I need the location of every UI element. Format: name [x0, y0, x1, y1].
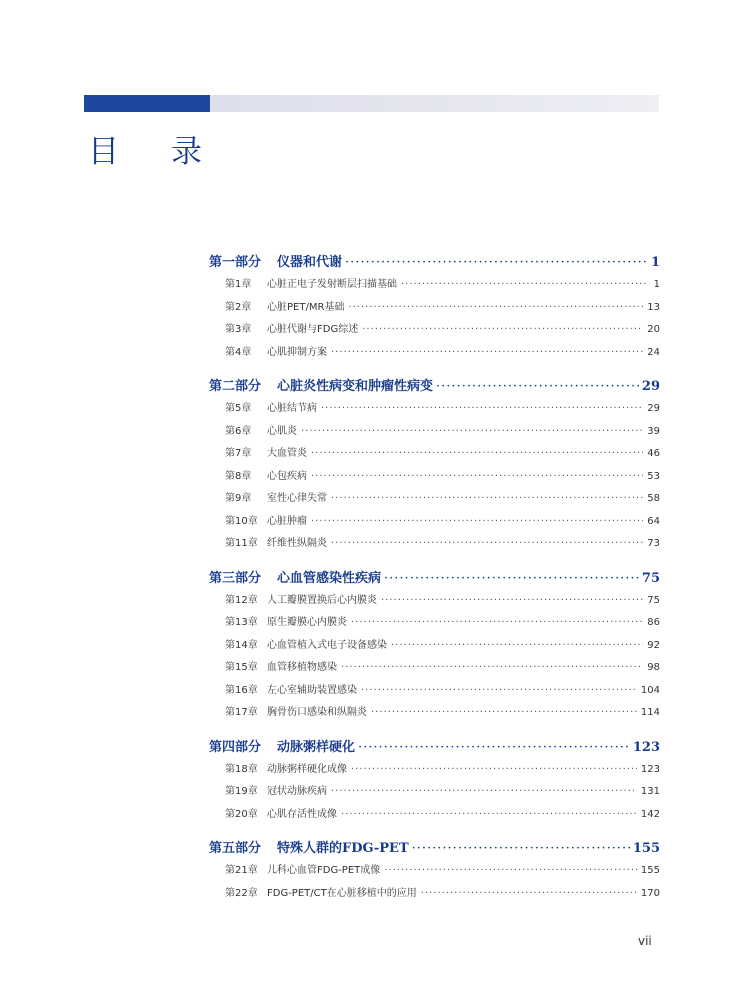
dot-leader [391, 635, 643, 658]
table-of-contents [209, 252, 660, 905]
chapter-title: 动脉粥样硬化成像 [267, 763, 347, 775]
part-title: 心脏炎性病变和肿瘤性病变 [277, 379, 434, 394]
chapter-number: 第3章 [225, 324, 252, 335]
chapter-title: 心肌抑制方案 [267, 346, 327, 358]
dot-leader [348, 297, 643, 320]
chapter-number: 第11章 [225, 538, 258, 549]
chapter-number: 第21章 [225, 865, 258, 876]
toc-chapter-entry[interactable] [225, 319, 660, 342]
chapter-number: 第15章 [225, 662, 258, 673]
toc-chapter-entry[interactable] [225, 533, 660, 556]
toc-chapter-entry[interactable] [225, 466, 660, 489]
chapter-title: 心血管植入式电子设备感染 [267, 639, 387, 651]
toc-chapter-entry[interactable] [225, 612, 660, 635]
toc-part-entry[interactable] [209, 568, 660, 590]
chapter-title: 心肌炎 [267, 425, 297, 437]
chapter-title: 人工瓣膜置换后心内膜炎 [267, 594, 377, 606]
chapter-title: 心脏正电子发射断层扫描基础 [267, 279, 397, 290]
dot-leader [358, 737, 630, 759]
dot-leader [331, 488, 643, 511]
chapter-page-number: 75 [647, 594, 660, 606]
chapter-page-number: 86 [647, 617, 660, 628]
dot-leader [331, 781, 637, 804]
toc-chapter-entry[interactable] [225, 297, 660, 320]
part-label: 第五部分 [209, 841, 262, 856]
chapter-number: 第5章 [225, 403, 252, 414]
dot-leader [351, 612, 643, 635]
toc-chapter-entry[interactable] [225, 657, 660, 680]
dot-leader [371, 702, 637, 725]
chapter-page-number: 24 [647, 346, 660, 358]
chapter-title: 冠状动脉疾病 [267, 786, 327, 797]
chapter-number: 第22章 [225, 887, 258, 899]
chapter-title: 心脏PET/MR基础 [267, 301, 345, 313]
chapter-title: 心脏肿瘤 [267, 515, 307, 527]
dot-leader [436, 376, 639, 398]
section-gap [209, 826, 660, 838]
toc-part-entry[interactable] [209, 376, 660, 398]
dot-leader [421, 883, 637, 906]
chapter-page-number: 142 [640, 808, 660, 820]
dot-leader [301, 421, 643, 444]
part-label: 第一部分 [209, 255, 262, 270]
chapter-number: 第17章 [225, 707, 258, 718]
chapter-title: 心包疾病 [267, 470, 307, 482]
dot-leader [351, 759, 637, 782]
toc-chapter-entry[interactable] [225, 635, 660, 658]
chapter-page-number: 73 [647, 538, 660, 549]
chapter-page-number: 46 [647, 448, 660, 459]
part-label: 第二部分 [209, 379, 262, 394]
toc-chapter-entry[interactable] [225, 702, 660, 725]
part-title: 动脉粥样硬化 [277, 739, 356, 755]
chapter-page-number: 131 [640, 786, 660, 797]
chapter-page-number: 155 [640, 865, 660, 876]
part-title: 仪器和代谢 [277, 255, 343, 270]
page-number: vii [638, 934, 652, 948]
toc-part-entry[interactable] [209, 838, 660, 860]
chapter-title: 大血管炎 [267, 448, 307, 459]
chapter-title: 血管移植物感染 [267, 662, 337, 673]
toc-chapter-entry[interactable] [225, 590, 660, 613]
part-page-number: 123 [632, 739, 660, 755]
dot-leader [345, 252, 648, 274]
dot-leader [331, 533, 643, 556]
chapter-page-number: 104 [640, 684, 660, 696]
section-gap [209, 364, 660, 376]
dot-leader [341, 804, 637, 827]
dot-leader [401, 274, 646, 297]
chapter-number: 第16章 [225, 684, 258, 696]
chapter-number: 第1章 [225, 279, 252, 290]
toc-chapter-entry[interactable] [225, 421, 660, 444]
toc-chapter-entry[interactable] [225, 398, 660, 421]
dot-leader [331, 342, 643, 365]
chapter-number: 第12章 [225, 594, 258, 606]
chapter-page-number: 64 [647, 515, 660, 527]
toc-chapter-entry[interactable] [225, 804, 660, 827]
toc-chapter-entry[interactable] [225, 342, 660, 365]
part-label: 第四部分 [209, 739, 262, 755]
toc-chapter-entry[interactable] [225, 883, 660, 906]
dot-leader [341, 657, 643, 680]
dot-leader [311, 511, 643, 534]
dot-leader [321, 398, 643, 421]
section-gap [209, 556, 660, 568]
toc-chapter-entry[interactable] [225, 511, 660, 534]
chapter-number: 第6章 [225, 425, 252, 437]
chapter-number: 第9章 [225, 493, 252, 504]
part-title: 心血管感染性疾病 [277, 570, 382, 586]
chapter-title: 胸骨伤口感染和纵隔炎 [267, 707, 367, 718]
toc-chapter-entry[interactable] [225, 781, 660, 804]
header-band-accent [84, 95, 210, 112]
dot-leader [384, 860, 637, 883]
chapter-number: 第10章 [225, 515, 258, 527]
dot-leader [381, 590, 643, 613]
toc-chapter-entry[interactable] [225, 274, 660, 297]
part-title: 特殊人群的FDG-PET [277, 841, 409, 856]
toc-chapter-entry[interactable] [225, 680, 660, 703]
section-gap [209, 725, 660, 737]
toc-chapter-entry[interactable] [225, 488, 660, 511]
dot-leader [311, 443, 643, 466]
chapter-page-number: 29 [647, 403, 660, 414]
part-label: 第三部分 [209, 570, 262, 586]
chapter-number: 第2章 [225, 301, 252, 313]
dot-leader [384, 568, 639, 590]
chapter-title: 室性心律失常 [267, 493, 327, 504]
chapter-title: 原生瓣膜心内膜炎 [267, 617, 347, 628]
header-band [84, 95, 659, 112]
chapter-number: 第8章 [225, 470, 252, 482]
chapter-number: 第4章 [225, 346, 252, 358]
page-title: 目录 [88, 134, 254, 170]
chapter-title: 纤维性纵隔炎 [267, 538, 327, 549]
toc-chapter-entry[interactable] [225, 443, 660, 466]
toc-chapter-entry[interactable] [225, 759, 660, 782]
chapter-title: 心脏结节病 [267, 403, 317, 414]
chapter-title: 儿科心血管FDG-PET成像 [267, 865, 381, 876]
chapter-page-number: 39 [647, 425, 660, 437]
chapter-number: 第18章 [225, 763, 258, 775]
chapter-page-number: 92 [647, 639, 660, 651]
chapter-number: 第14章 [225, 639, 258, 651]
chapter-page-number: 53 [647, 470, 660, 482]
chapter-number: 第13章 [225, 617, 258, 628]
dot-leader [362, 319, 643, 342]
chapter-page-number: 1 [653, 279, 660, 290]
toc-chapter-entry[interactable] [225, 860, 660, 883]
chapter-page-number: 58 [647, 493, 660, 504]
dot-leader [361, 680, 637, 703]
chapter-page-number: 123 [640, 763, 660, 775]
part-page-number: 75 [641, 570, 660, 586]
chapter-page-number: 114 [640, 707, 660, 718]
part-page-number: 29 [641, 379, 660, 394]
chapter-title: FDG-PET/CT在心脏移植中的应用 [267, 887, 417, 899]
chapter-number: 第20章 [225, 808, 258, 820]
chapter-page-number: 20 [647, 324, 660, 335]
chapter-number: 第7章 [225, 448, 252, 459]
chapter-number: 第19章 [225, 786, 258, 797]
chapter-title: 左心室辅助装置感染 [267, 684, 357, 696]
chapter-page-number: 13 [647, 301, 660, 313]
part-page-number: 155 [632, 841, 660, 856]
chapter-title: 心肌存活性成像 [267, 808, 337, 820]
dot-leader [311, 466, 643, 489]
chapter-page-number: 170 [640, 887, 660, 899]
toc-part-entry[interactable] [209, 252, 660, 274]
chapter-title: 心脏代谢与FDG综述 [267, 324, 359, 335]
dot-leader [412, 838, 630, 860]
chapter-page-number: 98 [647, 662, 660, 673]
toc-part-entry[interactable] [209, 737, 660, 759]
part-page-number: 1 [650, 255, 660, 270]
